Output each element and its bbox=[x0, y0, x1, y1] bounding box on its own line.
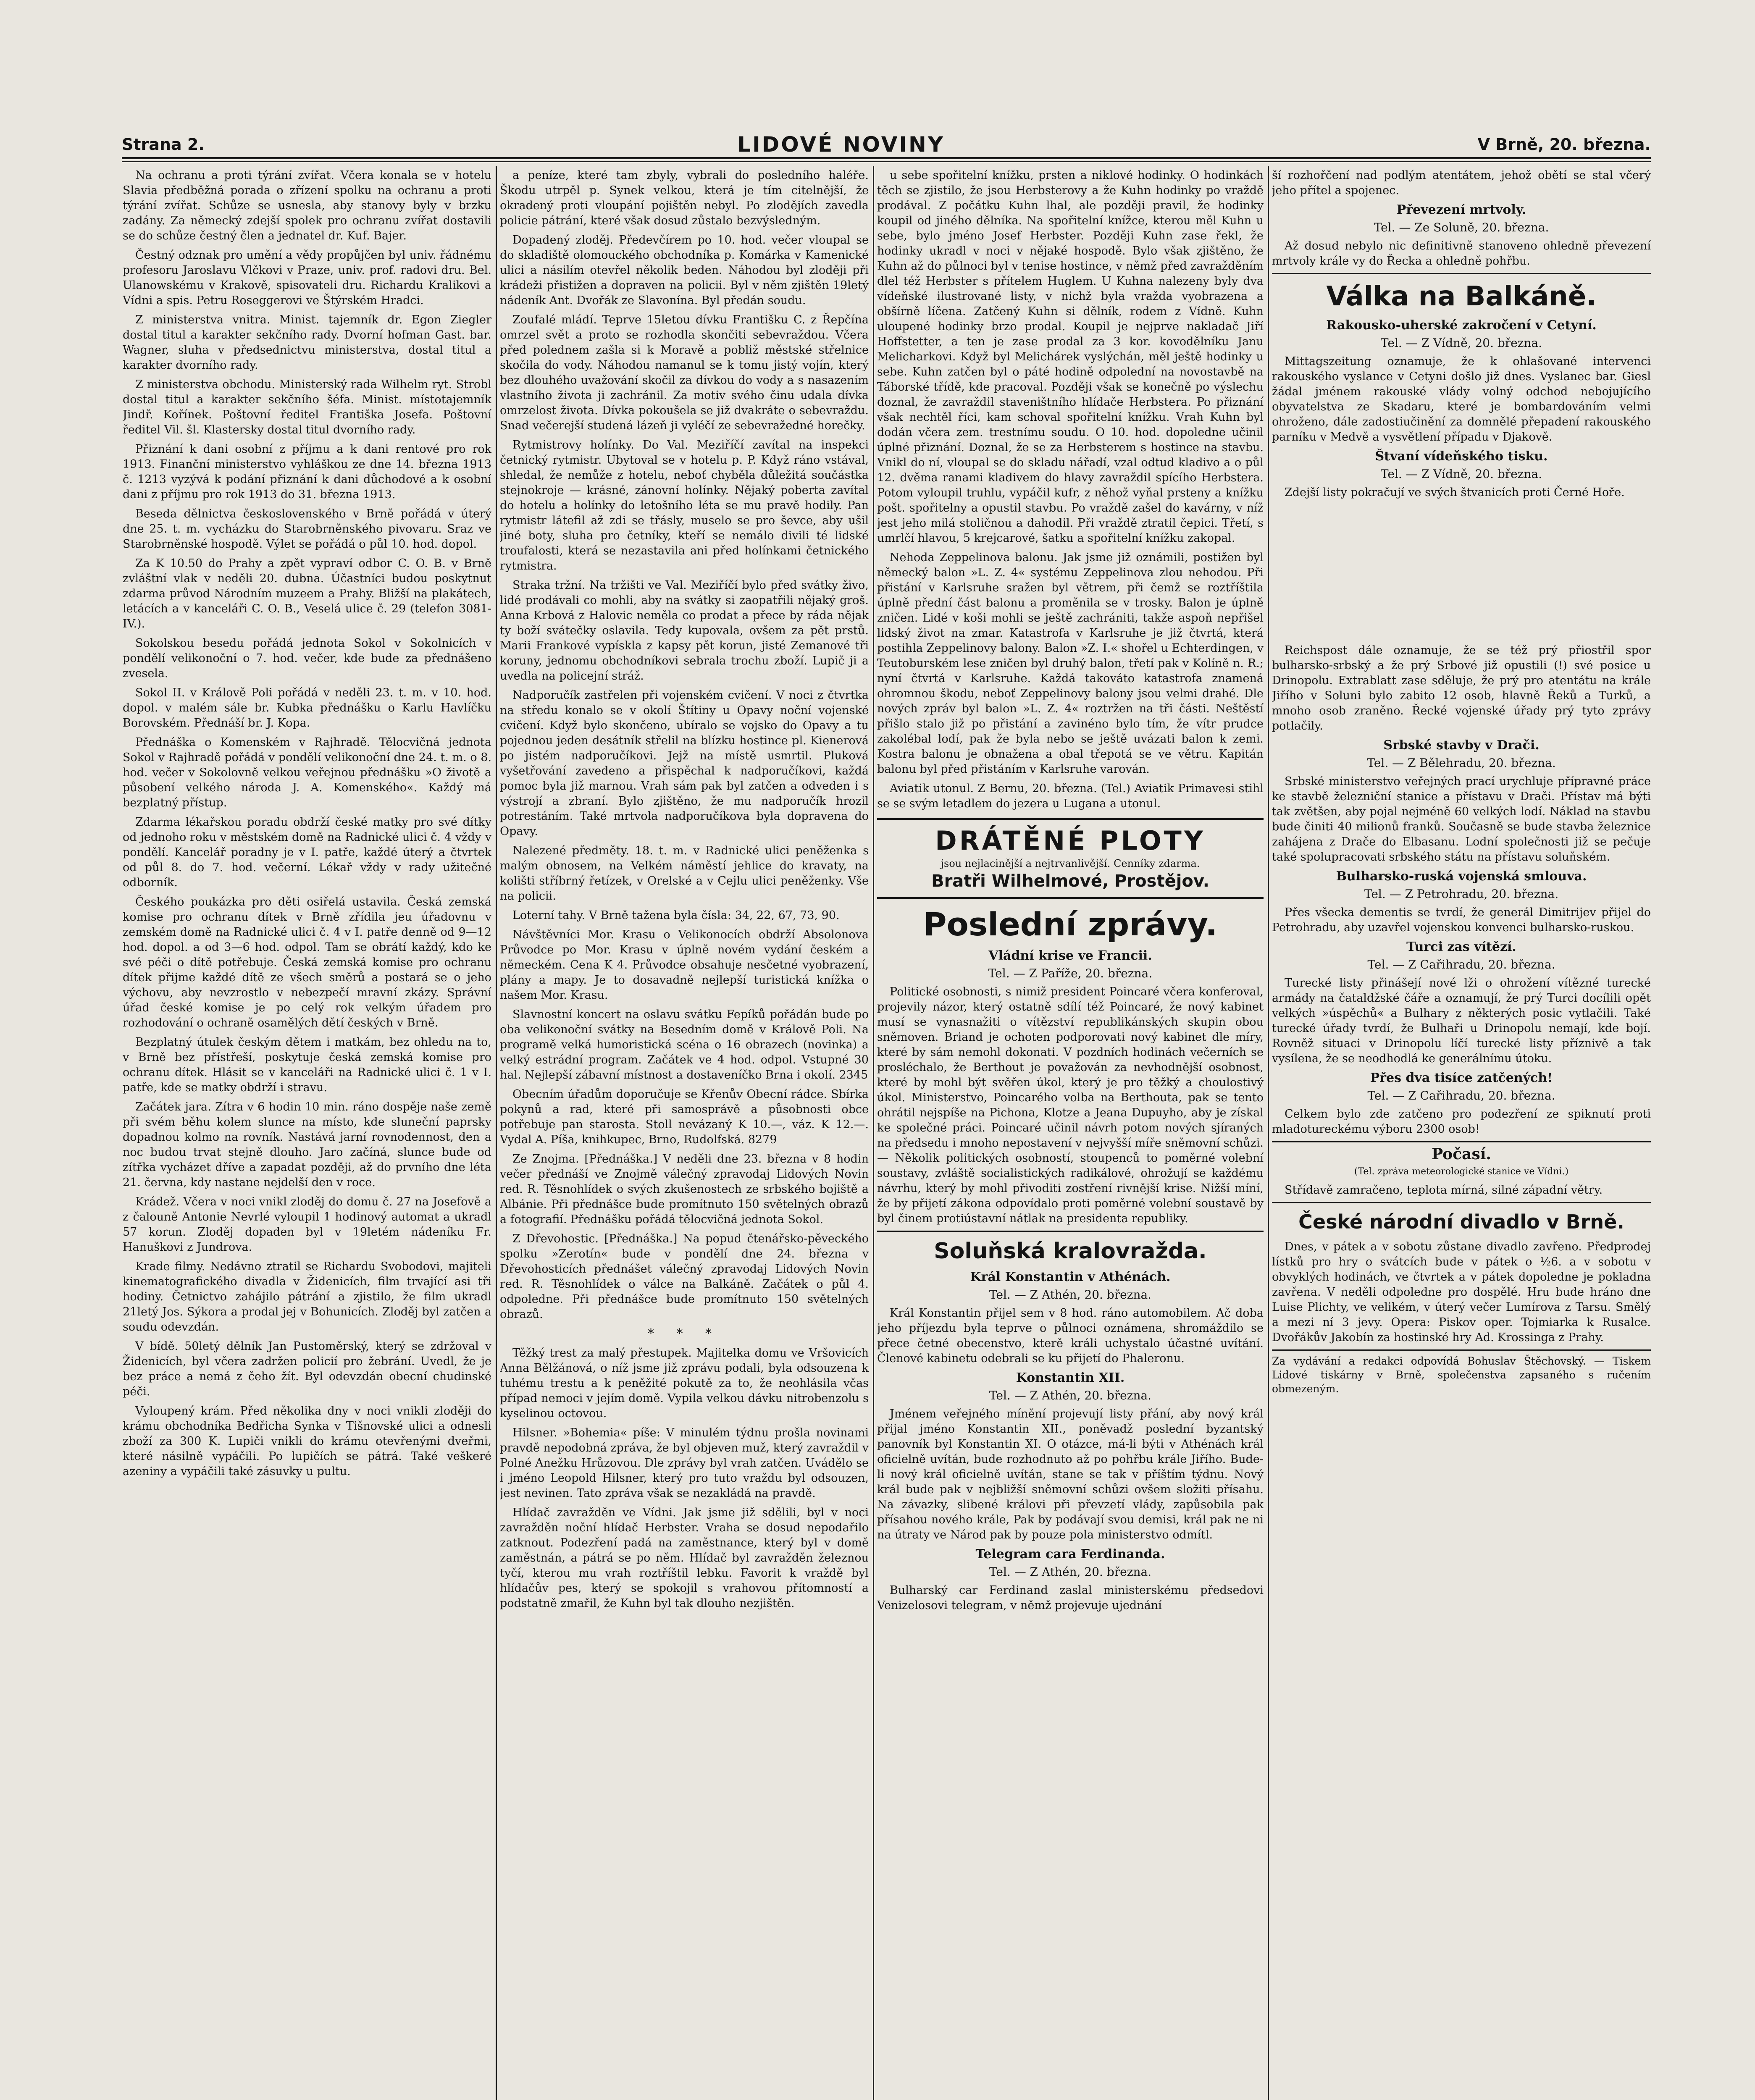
article: Rytmistrovy holínky. Do Val. Meziříčí zavítal na inspekci četnický rytmistr. Ubytoval se v hotelu p. P. Když ráno vstával, shledal, že nemůže z hotelu, neboť chyběla důležitá součástka stejnokroje — krásné, zánovní holínky. Nějaký poberta zavítal do hotelu a holínky do letošního léta se mu pravě hodily. Pan rytmistr látefil až zdi se třásly, muselo se pro ševce, aby ušil jiné boty, sluha pro četníky, kteří se nemálo divili té lidské troufalosti, která se nezastavila ani před holínkami četnického rytmistra. bbox=[500, 438, 869, 572]
article: Nalezené předměty. 18. t. m. v Radnické ulici peněženka s malým obnosem, na Velkém náměstí jehlice do kravaty, na kolišti stříbrný řetízek, v Orelské a v Cejlu ulici peněženky. Vše na policii. bbox=[500, 844, 869, 903]
dateline: Tel. — Z Vídně, 20. března. bbox=[1380, 467, 1542, 481]
article: Jménem veřejného mínění projevují listy přání, aby nový král přijal jméno Konstantin XII., poněvadž poslední byzantský panovník byl Konstantin XI. O otázce, má-li býti v Athénách král oficielně uvítán, bude rozhodnuto až po pohřbu krále Jiřího. Bude-li nový král oficielně uvítán, stane se tak v příštím týdnu. Nový král bude pak v nejbližší sněmovní schůzi ovšem složiti přísahu. Na závazky, slibené královi při převzetí vlády, zapůsobila pak přísahou nového krále, Pak by podávají svou demisi, král pak ne ni na útraty ve Národ pak by pouze pola ministerstvo odmítl. bbox=[877, 1407, 1264, 1541]
column-divider bbox=[1268, 166, 1269, 2100]
dateline: Tel. — Z Vídně, 20. března. bbox=[1380, 336, 1542, 350]
headline: Telegram cara Ferdinanda. bbox=[975, 1547, 1165, 1562]
ad-firm: Bratři Wilhelmové, Prostějov. bbox=[931, 872, 1209, 891]
separator bbox=[1272, 1141, 1651, 1142]
article: Vyloupený krám. Před několika dny v noci vnikli zloději do krámu obchodníka Bedřicha Synka v Tišnovské ulici a odnesli zboží za 300 K. Lupiči vnikli do krámu otevřenými dveřmi, které násilně vypáčili. Po lupičích se pátrá. Také veškeré azeniny a vypáčili také zásuvky u pultu. bbox=[123, 1404, 491, 1478]
ad-title: DRÁTĚNÉ PLOTY bbox=[935, 825, 1206, 856]
article: Přiznání k dani osobní z příjmu a k dani rentové pro rok 1913. Finanční ministerstvo vyhláškou ze dne 14. března 1913 č. 1213 vyzývá k podání přiznání k dani důchodové a k osobní dani z příjmu pro rok 1913 do 31. března 1913. bbox=[123, 443, 491, 501]
headline: Vládní krise ve Francii. bbox=[988, 948, 1152, 963]
dateline: Tel. — Z Paříže, 20. března. bbox=[988, 966, 1153, 980]
column-divider bbox=[873, 166, 874, 2100]
dateline: Tel. — Z Petrohradu, 20. března. bbox=[1364, 887, 1559, 901]
article: Politické osobnosti, s nimiž president Poincaré včera konferoval, projevily názor, který ostatně sdílí též Poincaré, že nový kabinet musí se vynasnažiti o vítězství republikánských skupin obou sněmoven. Briand je ochoten podporovati nový kabinet dle míry, které by sám nemohl dokonati. V pozdních hodinách večerních se prosléchalo, že Berthout je považován za nevhodnější osobnost, které by mohl být svěřen úkol, který je pro těžký a choulostivý úkol. Ministerstvo, Poincarého volba na Berthouta, pak se tento ohrátil nejspíše na Pichona, Klotze a Jeana Dupuyho, aby je získal ke společné práci. Poincaré učinil návrh potom nových sjíraných na předsedu i mnoho nepostavení v nejvyšší míře sněmovní schůzi. — Několik politických osobností, stoupenců to poměrné volební soustavy, zvláště socialistických radikálové, ohrožují se každému návrhu, který by mohl přivoditi zostření rivnější krise. Nižší míní, že by přijetí zákona odpovídalo proti poměrné volební soustavě by byl činem protiústavní nátlak na presidenta republiky. bbox=[877, 985, 1264, 1225]
article: Na ochranu a proti týrání zvířat. Včera konala se v hotelu Slavia předběžná porada o zřízení spolku na ochranu a proti týrání zvířat. Schůze se usnesla, aby stanovy byly v brzku zadány. Za německý zdejší spolek pro ochranu zvířat dostavili se do schůze čestný člen a jednatel dr. Kuf. Bajer. bbox=[123, 169, 491, 242]
article: Čestný odznak pro umění a vědy propůjčen byl univ. řádnému profesoru Jaroslavu Vlčkovi v Praze, univ. prof. radovi dru. Bel. Ulanowskému v Krakově, spisovateli dru. Richardu Kralikovi a Vídni a spis. Petru Roseggerovi ve Štýrském Hradci. bbox=[123, 249, 491, 307]
advertisement-fences bbox=[877, 818, 1264, 899]
article: Loterní tahy. V Brně tažena byla čísla: 34, 22, 67, 73, 90. bbox=[512, 909, 840, 922]
article: Nadporučík zastřelen při vojenském cvičení. V noci z čtvrtka na středu konalo se v okolí Štítiny u Opavy noční vojenské cvičení. Když bylo skončeno, ubíralo se vojsko do Opavy a tu pojednou jeden desátník střelil na blízku hostince pl. Kienerová po jistém nadporučíkovi. Jejž na místě usmrtil. Pluková vyšetřování zavedeno a přispěchal k nadporučíkovi, každá pomoc byla již marnou. Vrah sám pak byl zatčen a odveden i s výstrojí a zbraní. Bylo zjištěno, že mu nadporučík hrozil potrestáním. Také mrtvola nadporučíkova byla dopravena do Opavy. bbox=[500, 689, 869, 838]
article: Beseda dělnictva československého v Brně pořádá v úterý dne 25. t. m. vycházku do Starobrněnského pivovaru. Sraz ve Starobrněnské hospodě. Výlet se pořádá o půl 10. hod. dopol. bbox=[123, 507, 491, 551]
headline: Rakousko-uherské zakročení v Cetyní. bbox=[1326, 318, 1597, 333]
article: Slavnostní koncert na oslavu svátku Fepíků pořádán bude po oba velikonoční svátky na Besedním domě v Králově Poli. Na programě velká humoristická scéna o 16 obrazech (novinka) a velký estrádní program. Začátek ve 4 hod. odpol. Vstupné 30 hal. Nejlepší zábavní místnost a dostaveníčko Brna i okolí. 2345 bbox=[500, 1008, 869, 1082]
article: Za K 10.50 do Prahy a zpět vypraví odbor C. O. B. v Brně zvláštní vlak v neděli 20. dubna. Účastníci budou poskytnut zdarma průvod Národním muzeem a Prahy. Bližší na plakátech, letácích a v kanceláři C. O. B., Veselá ulice č. 29 (telefon 3081-IV.). bbox=[123, 557, 491, 630]
column-divider bbox=[496, 166, 497, 2100]
article: Srbské ministerstvo veřejných prací urychluje přípravné práce ke stavbě železniční stanice a přístavu v Drači. Přístav má býti tak zvětšen, aby pojal nejméně 60 velkých lodí. Náklad na stavbu bude činiti 40 milionů franků. Současně se bude stavba železnice zahájena z Drače do Elbasanu. Lodní společnosti již se pečuje také spolupracovati srbského státu na přístavu soluňském. bbox=[1272, 775, 1651, 864]
headline: Převezení mrtvoly. bbox=[1396, 202, 1526, 217]
article: Až dosud nebylo nic definitivně stanoveno ohledně převezení mrtvoly krále vy do Řecka a ohledně pohřbu. bbox=[1272, 239, 1651, 268]
masthead-rule bbox=[122, 157, 1651, 159]
article: Turecké listy přinášejí nové lži o ohrožení vítězné turecké armády na čataldžské čáře a oznamují, že prý Turci docílili opět velkých »úspěchů« a Bulhary z některých posic vytlačili. Také turecké úřady tvrdí, že Bulhaři u Drinopolu nemají, kde bojí. Rovněž situaci v Drinopolu líčí turecké listy příznivě a tak vysílena, že se neodhodlá ke generálnímu útoku. bbox=[1272, 976, 1651, 1065]
dateline: Tel. — Z Athén, 20. března. bbox=[989, 1288, 1152, 1302]
dateline: Tel. — Z Bělehradu, 20. března. bbox=[1367, 756, 1556, 770]
article: a peníze, které tam zbyly, vybrali do posledního haléře. Škodu utrpěl p. Synek velkou, která je tím citelnější, že okradený proti vloupání pojištěn nebyl. Po zlodějích zavedla policie pátrání, které však dosud zůstalo bezvýsledným. bbox=[500, 169, 869, 227]
censored-blank-space bbox=[1272, 504, 1651, 643]
article: Sokol II. v Králově Poli pořádá v neděli 23. t. m. v 10. hod. dopol. v malém sále br. Kubka přednášku o Karlu Havlíčku Borovském. Přednáší br. J. Kopa. bbox=[123, 686, 491, 730]
weather-source: (Tel. zpráva meteorologické stanice ve Vídni.) bbox=[1354, 1166, 1569, 1177]
column-4 bbox=[1272, 168, 1651, 2100]
article: Ze Znojma. [Přednáška.] V neděli dne 23. března v 8 hodin večer přednáší ve Znojmě válečný zpravodaj Lidových Novin red. R. Těsnohlídek o svých zkušenostech ze srbského bojiště a Albánie. Při přednášce bude promítnuto 150 světelných obrazů a fotografií. Přednášku pořádá tělocvičná jednota Sokol. bbox=[500, 1152, 869, 1226]
article: Z ministerstva vnitra. Minist. tajemník dr. Egon Ziegler dostal titul a karakter sekčního rady. Dvorní hofman Gast. bar. Wagner, sluha v předsednictvu ministerstva, dostal titul a karakter dvorního rady. bbox=[123, 313, 491, 372]
article: Dopadený zloděj. Předevčírem po 10. hod. večer vloupal se do skladiště olomouckého obchodníka p. Komárka v Kamenické ulici a násilím otevřel několik beden. Náhodou byl zloději při krádeži přistižen a dopraven na policii. Byl v něm zjištěn 19letý nádeník Ant. Dvořák ze Slavonína. Byl předán soudu. bbox=[500, 234, 869, 307]
dateline: Tel. — Z Cařihradu, 20. března. bbox=[1367, 958, 1555, 971]
article: u sebe spořitelní knížku, prsten a niklové hodinky. O hodinkách těch se zjistilo, že jsou Herbsterovy a že Kuhn hodinky po vraždě prodával. Z počátku Kuhn lhal, ale později pravil, že hodinky koupil od jiného dělníka. Na spořitelní knížce, kterou měl Kuhn u sebe, bylo jméno Josef Herbster. Později Kuhn zase řekl, že hodinky ukradl v noci v nějaké hospodě. Bylo však zjištěno, že Kuhn až do půlnoci byl v tenise hostince, v němž před zavražděním dlel též Herbster s přítelem Huglem. U Kuhna nalezeny byly dva vídeňské ilustrované listy, v nichž byla vražda vyobrazena a obšírně líčena. Zatčený Kuhn si dělník, rodem z Vídně. Kuhn uloupené hodinky brzo prodal. Koupil je nejprve nakladač Jiří Hoffstetter, a ten je zase prodal za 3 kor. kovodělníku Janu Melicharkovi. Když byl Melichárek vyslýchán, měl ještě hodinky u sebe. Kuhn zatčen byl o páté hodině odpolední na novostavbě na Táborské třídě, kde pracoval. Později však se konečně po výslechu doznal, že zavraždil staveništního hlídače Herbstera. Po přiznání však nechtěl říci, kam schoval spořitelní knížku. Vrah Kuhn byl dodán včera zem. trestnímu soudu. O 10. hod. dopoledne učinil úplné přiznání. Doznal, že se za Herbsterem s hostince na stavbu. Vnikl do ní, vloupal se do skladu nářadí, vzal odtud kladivo a o půl 12. dvěma ranami kladivem do hlavy zavraždil spícího Herbstera. Potom vyloupil truhlu, vypáčil kufr, z něhož vyňal prsteny a knížku pošt. spořitelny a opustil stavbu. Po vraždě zašel do kavárny, v níž jest jeho milá stoličnou a dahodil. Při vraždě ztratil čepici. Třetí, s umrlčí hlavou, 5 krejcarové, šatku a spořitelní knížku zakopal. bbox=[877, 169, 1264, 545]
article: Krádež. Včera v noci vnikl zloděj do domu č. 27 na Josefově a z čalouně Antonie Nevrlé vyloupil 1 hodinový automat a ukradl 57 korun. Zloděj dopaden byl v 19letém nádeníku Fr. Hanuškovi z Jundrova. bbox=[123, 1195, 491, 1254]
article: Zoufalé mládí. Teprve 15letou dívku Františku C. z Řepčína omrzel svět a proto se rozhodla skončiti sebevraždou. Včera před polednem zašla si k Moravě a pobliž městské střelnice skočila do vody. Náhodou namanul se k tomu jistý vojín, který bez dlouhého uvažování skočil za dívkou do vody a s nasazením vlastního života ji zachránil. Za motiv svého činu udala dívka omrzelost života. Dívka pokoušela se již dvakráte o sebevraždu. Snad večerejší studená lázeň ji vyléčí ze sebevražedné horečky. bbox=[500, 313, 869, 432]
article: Českého poukázka pro děti osiřelá ustavila. Česká zemská komise pro ochranu dítek v Brně zřídila jeu úřadovnu v zemském domě na Radnické ulici č. 4 v I. patře denně od 9—12 hod. dopol. a od 3—6 hod. odpol. Tam se obrátí každý, kdo ke své péči o dítě potřebuje. Česká zemská komise pro ochranu dítek přijme každé dítě ze všech směrů a postará se o jeho výchovu, aby nevzrostlo v nebezpečí mravní zkázy. Správní úřad české komise je po celý rok velkým úřadem pro rozhodování o ochraně osamělých dětí českých v Brně. bbox=[123, 895, 491, 1029]
article: Obecním úřadům doporučuje se Křenův Obecní rádce. Sbírka pokynů a rad, které při samosprávě a působnosti obce potřebuje pan starosta. Stoll nevázaný K 10.—, váz. K 12.—. Vydal A. Píša, knihkupec, Brno, Rudolfská. 8279 bbox=[500, 1088, 869, 1146]
article: Z Dřevohostic. [Přednáška.] Na popud čtenářsko-pěveckého spolku »Zerotín« bude v pondělí dne 24. března v Dřevohosticích přednášet válečný zpravodaj Lidových Novin red. R. Těsnohlídek o válce na Balkáně. Začátek o půl 4. odpoledne. Při přednášce bude promítnuto 150 světelných obrazů. bbox=[500, 1232, 869, 1321]
article: Sokolskou besedu pořádá jednota Sokol v Sokolnicích v pondělí velikonoční o 7. hod. večer, kde bude za přednášeno zvesela. bbox=[123, 637, 491, 680]
article: Přes všecka dementis se tvrdí, že generál Dimitrijev přijel do Petrohradu, aby uzavřel vojenskou konvenci bulharsko-ruskou. bbox=[1272, 906, 1651, 934]
article: Přednáška o Komenském v Rajhradě. Tělocvičná jednota Sokol v Rajhradě pořádá v pondělí velikonoční dne 24. t. m. o 8. hod. večer v Sokolovně velkou veřejnou přednášku »O životě a působení velkého národa J. A. Komenského«. Každý má bezplatný přístup. bbox=[123, 736, 491, 809]
article: Aviatik utonul. Z Bernu, 20. března. (Tel.) Aviatik Primavesi stihl se se svým letadlem do jezera u Lugana a utonul. bbox=[877, 782, 1264, 810]
issue-date: V Brně, 20. března. bbox=[1477, 135, 1651, 154]
article: Nehoda Zeppelinova balonu. Jak jsme již oznámili, postižen byl německý balon »L. Z. 4« systému Zeppelinova zlou nehodou. Při přistání v Karlsruhe sražen byl větrem, při čemž se roztříštila úplně přední část balonu a proměnila se v trosky. Balon je úplně zničen. Lidé v koši mohli se ještě zachrániti, takže aspoň nepřišel lidský život na zmar. Katastrofa v Karlsruhe je již čtvrtá, která postihla Zeppelinovy balony. Balon »Z. I.« shořel u Echterdingen, v Teutoburském lese zničen byl druhý balon, třetí pak v Kolíně n. R.; nyní čtvrtá v Karlsruhe. Každá takováto katastrofa znamená ohromnou škodu, neboť Zeppelinovy balony jsou velmi drahé. Dle nových zpráv byl balon »L. Z. 4« roztržen na tři části. Neštěstí přišlo stalo již po přistání a zavinéno bylo tím, že vítr prudce zakolébal lodí, pak že byla nebo se ještě uvázati balon k zemi. Kostra balonu je obnažena a obal třepotá se ve větru. Kapitán balonu byl před přistáním v Karlsruhe varován. bbox=[877, 551, 1264, 776]
separator bbox=[877, 1231, 1264, 1232]
weather-text: Střídavě zamračeno, teplota mírná, silné západní větry. bbox=[1285, 1184, 1603, 1197]
ad-subtitle: jsou nejlacinější a nejtrvanlivější. Cenníky zdarma. bbox=[941, 858, 1200, 869]
article: ší rozhořčení nad podlým atentátem, jehož obětí se stal včerý jeho přítel a spojenec. bbox=[1272, 169, 1651, 197]
article: Zdarma lékařskou poradu obdrží české matky pro své dítky od jednoho roku v městském domě na Radnické ulici č. 4 vždy v pondělí. Kancelář poradny je v I. patře, každé úterý a čtvrtek od půl 8. do 7. hod. večerní. Lékař vždy v rady užitečné odborník. bbox=[123, 816, 491, 889]
article: Bulharský car Ferdinand zaslal ministerskému předsedovi Venizelosovi telegram, v němž projevuje ujednání bbox=[877, 1584, 1264, 1612]
article: Těžký trest za malý přestupek. Majitelka domu ve Vršovicích Anna Bělžánová, o níž jsme již zprávu podali, byla odsouzena k tuhému trestu a k peněžité pokutě za to, že neohlásila včas případ nemoci v jejím domě. Vypila velkou dávku nitrobenzolu s kyselinou octovou. bbox=[500, 1347, 869, 1420]
article: V bídě. 50letý dělník Jan Pustoměrský, který se zdržoval v Židenicích, byl včera zadržen policií pro žebrání. Uvedl, že je bez práce a nemá z čeho žít. Byl odevzdán obecní chudinské péči. bbox=[123, 1340, 491, 1398]
headline: Konstantin XII. bbox=[1016, 1370, 1125, 1385]
column-3 bbox=[877, 168, 1264, 2100]
separator bbox=[1272, 273, 1651, 274]
section-title: Válka na Balkáně. bbox=[1326, 281, 1597, 312]
article: Hlídač zavražděn ve Vídni. Jak jsme již sdělili, byl v noci zavražděn noční hlídač Herbster. Vraha se dosud nepodařilo zatknout. Podezření padá na zaměstnance, který byl v domě zaměstnán, a pátrá se po něm. Hlídač byl zavražděn železnou tyčí, kterou mu vrah roztříštil lebku. Favorit k vraždě byl hlídačův pes, který se spokojil s vrahovou přítomností a podstatně zmařil, že Kuhn byl tak dlouho nezjištěn. bbox=[500, 1506, 869, 1610]
headline: Srbské stavby v Drači. bbox=[1383, 738, 1540, 753]
headline: Přes dva tisíce zatčených! bbox=[1370, 1071, 1553, 1085]
article: Krade filmy. Nedávno ztratil se Richardu Svobodovi, majiteli kinematografického divadla v Židenicích, film trvající asi tři hodiny. Četnictvo zahájilo pátrání a zjistilo, že film ukradl 21letý Jos. Sýkora a prodal jej v Bohunicích. Zloděj byl zatčen a soudu odevzdán. bbox=[123, 1260, 491, 1334]
article: Král Konstantin přijel sem v 8 hod. ráno automobilem. Ač doba jeho příjezdu byla teprve o půlnoci oznámena, shromáždilo se přece četné obecenstvo, kterě králi uchystalo účastné uvítání. Členové kabinetu odebrali se ku přijetí do Phaleronu. bbox=[877, 1307, 1264, 1365]
article: Mittagszeitung oznamuje, že k ohlašované intervenci rakouského vyslance v Cetyni došlo již dnes. Vyslanec bar. Giesl žádal jménem rakouské vlády volný odchod nebojujícího obyvatelstva ze Skadaru, které je bombardováním velmi ohroženo, dále zadostiučinění za domnělé přepadení rakouského parníku v Medvě a vysvětlení případu v Djakově. bbox=[1272, 355, 1651, 444]
newspaper-name: LIDOVÉ NOVINY bbox=[737, 132, 945, 157]
article: Reichspost dále oznamuje, že se též prý přiostřil spor bulharsko-srbský a že prý Srbové již opustili (!) své posice u Drinopolu. Extrablatt zase sděluje, že prý pro atentátu na krále Jiřího v Soluni bylo zabito 12 osob, hlavně Řeků a Turků, a mnoho osob zraněno. Řecké vojenské úřady prý tyto zprávy potlačily. bbox=[1272, 644, 1651, 732]
separator bbox=[1272, 1202, 1651, 1203]
theatre-title: České národní divadlo v Brně. bbox=[1298, 1210, 1624, 1233]
headline-large: Soluňská kralovražda. bbox=[934, 1239, 1207, 1264]
weather-title: Počasí. bbox=[1432, 1145, 1491, 1163]
section-title: Poslední zprávy. bbox=[923, 906, 1218, 943]
article: Straka tržní. Na tržišti ve Val. Meziříčí bylo před svátky živo, lidé prodávali co mohli, aby na svátky si zaopatřili nějaký groš. Anna Krbová z Halovic neměla co prodat a přece by ráda nějak ty boží svátečky oslavila. Tedy kupovala, ovšem za pět prstů. Marii Frankové vypískla z kapsy pět korun, jisté Zemanové tři koruny, jednomu obchodníkovi sebrala trochu zboží. Lupič ji a uvedla na policejní stráž. bbox=[500, 579, 869, 682]
dateline: Tel. — Z Cařihradu, 20. března. bbox=[1367, 1089, 1555, 1102]
dateline: Tel. — Ze Soluně, 20. března. bbox=[1374, 220, 1549, 234]
page-number: Strana 2. bbox=[122, 135, 205, 154]
dateline: Tel. — Z Athén, 20. března. bbox=[989, 1389, 1152, 1402]
headline: Bulharsko-ruská vojenská smlouva. bbox=[1336, 869, 1587, 884]
article: Z ministerstva obchodu. Ministerský rada Wilhelm ryt. Strobl dostal titul a karakter sekčního šéfa. Minist. místotajemník Jindř. Kořínek. Poštovní ředitel Františka Josefa. Poštovní ředitel Vil. šl. Klastersky dostal titul dvorního rady. bbox=[123, 378, 491, 436]
column-2 bbox=[500, 168, 869, 2100]
masthead bbox=[122, 134, 1651, 155]
article: Bezplatný útulek českým dětem i matkám, bez ohledu na to, v Brně bez přístřeší, poskytuje česká zemská komise pro ochranu dítek. Hlásit se v kanceláři na Radnické ulici č. 1 v I. patře, kde se matky obdrží i stravu. bbox=[123, 1036, 491, 1094]
imprint: Za vydávání a redakci odpovídá Bohuslav Štěchovský. — Tiskem Lidové tiskárny v Brně, společenstva zapsaného s ručením obmezeným. bbox=[1272, 1349, 1651, 1396]
article: Návštěvníci Mor. Krasu o Velikonocích obdrží Absolonova Průvodce po Mor. Krasu v úplně novém vydání českém a německém. Cena K 4. Průvodce obsahuje nesčetné vyobrazení, plány a mapy. Je to dosavadně nejlepší turistická knížka o našem Mor. Krasu. bbox=[500, 928, 869, 1002]
article: Začátek jara. Zítra v 6 hodin 10 min. ráno dospěje naše země při svém běhu kolem slunce na místo, kde sluneční paprsky dopadnou kolmo na rovník. Nastává jarní rovnodennost, den a noc budou trvat stejně dlouho. Jaro začíná, slunce bude od zítřka vycházet dříve a zapadat později, až do prvního dne léta 21. června, kdy nastane nejdelší den v roce. bbox=[123, 1100, 491, 1189]
headline: Štvaní vídeňského tisku. bbox=[1375, 449, 1548, 464]
article: Zdejší listy pokračují ve svých štvanicích proti Černé Hoře. bbox=[1285, 486, 1625, 499]
dateline: Tel. — Z Athén, 20. března. bbox=[989, 1565, 1152, 1579]
headline: Turci zas vítězí. bbox=[1406, 940, 1516, 954]
headline: Král Konstantin v Athénách. bbox=[970, 1270, 1171, 1284]
section-stars: * * * bbox=[647, 1326, 721, 1341]
column-1 bbox=[123, 168, 491, 2100]
article: Hilsner. »Bohemia« píše: V minulém týdnu prošla novinami pravdě nepodobná zpráva, že byl objeven muž, který zavraždil v Polné Anežku Hrůzovou. Dle zprávy byl vrah zatčen. Uvádělo se i jméno Leopold Hilsner, který pro tuto vraždu byl odsouzen, jest nevinen. Tato zpráva však se nezakládá na pravdě. bbox=[500, 1426, 869, 1500]
masthead-rule-thin bbox=[122, 161, 1651, 162]
theatre-text: Dnes, v pátek a v sobotu zůstane divadlo zavřeno. Předprodej lístků pro hry o svátcích bude v pátek o ½6. a v sobotu v obvyklých hodinách, ve čtvrtek a v pátek dopoledne je pokladna zavřena. V neděli odpoledne pro dospělé. Hru bude hráno dne Luise Plichty, ve velikém, v úterý večer Lumírova z Tarsu. Smělý a mezi ní 3 jevy. Opera: Piskov oper. Tojmiarka k Rusalce. Dvořákův Jakobín za hostinské hry Ad. Krossinga z Prahy. bbox=[1272, 1240, 1651, 1344]
article: Celkem bylo zde zatčeno pro podezření ze spiknutí proti mladotureckému výboru 2300 osob! bbox=[1272, 1108, 1651, 1136]
